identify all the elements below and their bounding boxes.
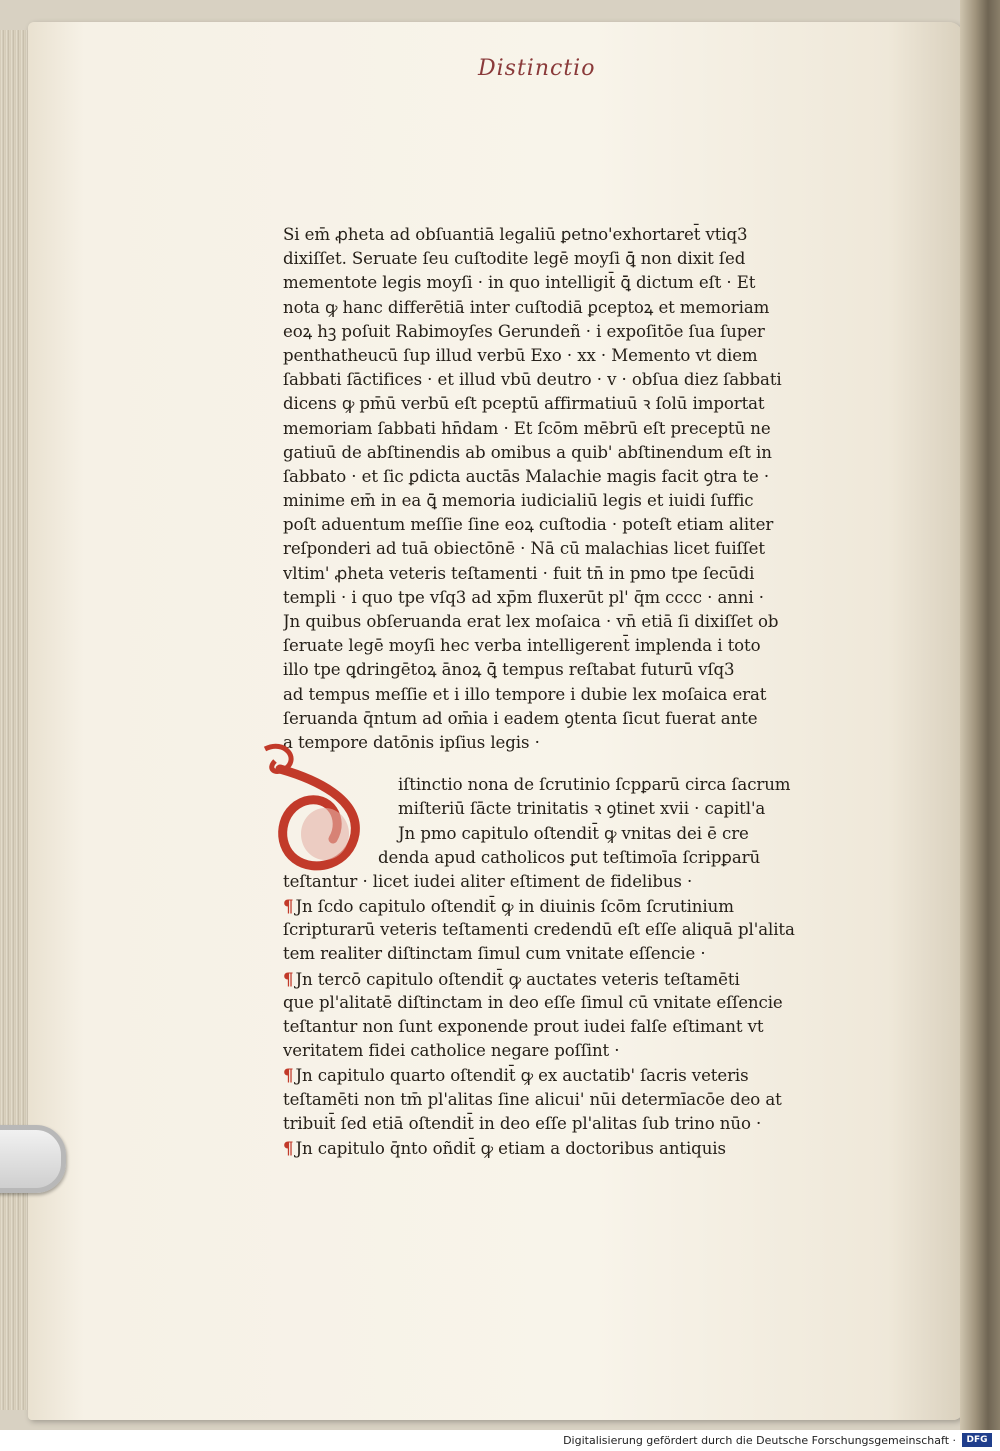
- text-line: minime em̄ in ea ꝗ̄ memoria iudicialiū legis et iuidi ſuffic: [283, 491, 754, 511]
- text-line: reſponderi ad tuā obiectōnē · Nā cū malachias licet fuiſſet: [283, 539, 765, 559]
- text-line: tribuit̄ ſed etiā oſtendit̄ in deo eſſe pl'alitas ſub trino nūo ·: [283, 1113, 762, 1133]
- footer-credit: Digitalisierung gefördert durch die Deutsche Forschungsgemeinschaft ·: [563, 1434, 956, 1447]
- section-start: [283, 773, 828, 894]
- text-line: Jn pmo capitulo oſtendit̄ ꝙ vnitas dei ē cre: [398, 823, 749, 843]
- text-line: illo tpe ꝗdringētoꝝ ānoꝝ ꝗ̄ tempus reſtabat futurū vſq3: [283, 660, 735, 680]
- text-line-content: Jn tercō capitulo oſtendit̄ ꝙ auctates veteris teſtamēti: [295, 969, 740, 989]
- text-line: ſcripturarū veteris teſtamenti credendū eſt eſſe aliquā pl'alita: [283, 920, 795, 940]
- text-line: que pl'alitatē diſtinctam in deo eſſe ſimul cū vnitate eſſencie: [283, 992, 783, 1012]
- book-spine: [960, 0, 1000, 1430]
- dfg-logo: DFG: [962, 1433, 992, 1447]
- text-line: ſeruate legē moyſi hec verba intelligerent̄ implenda i toto: [283, 636, 761, 656]
- text-line: gatiuū de abſtinendis ab omibus a quib' abſtinendum eſt in: [283, 442, 772, 462]
- text-line: a tempore datōnis ipſius legis ·: [283, 732, 540, 752]
- text-line-content: Jn ſcdo capitulo oſtendit̄ ꝙ in diuinis ſcōm ſcrutinium: [295, 897, 734, 917]
- decorated-initial-d-icon: [245, 739, 380, 879]
- text-line: teſtamēti non tm̄ pl'alitas ſine alicui' nūi determīacōe deo at: [283, 1089, 782, 1109]
- text-line: vltim' ꝓheta veteris teſtamenti · fuit tn̄ in pmo tpe ſecūdi: [283, 563, 755, 583]
- text-line: eoꝝ hꝫ poſuit Rabimoyſes Gerundeñ · i expoſitōe ſua ſuper: [283, 321, 765, 341]
- text-line: iſtinctio nona de ſcrutinio ſcpꝑarū circa ſacrum: [398, 775, 791, 795]
- text-block: [283, 223, 828, 1160]
- text-line: Si em̄ ꝓheta ad obſuantiā legaliū ꝑetno'exhortaret̄ vtiq3: [283, 225, 748, 244]
- paragraph-mark-icon: ¶: [283, 1137, 294, 1158]
- text-line: ſeruanda q̄ntum ad om̄ia i eadem ꝯtenta ſicut fuerat ante: [283, 708, 758, 728]
- paragraph-mark-icon: ¶: [283, 968, 294, 989]
- text-line: Jn quibus obſeruanda erat lex moſaica · vn̄ etiā ſi dixiſſet ob: [283, 612, 779, 631]
- text-line: dicens ꝙ pm̄ū verbū eſt pceptū affirmatiuū ꝛ ſolū importat: [283, 394, 765, 414]
- page-clip: [0, 1125, 66, 1193]
- paragraph-mark-icon: ¶: [283, 896, 294, 917]
- text-line: ad tempus meſſie et i illo tempore i dubie lex moſaica erat: [283, 684, 767, 704]
- text-line: nota ꝙ hanc differētiā inter cuſtodiā ꝑceptoꝝ et memoriam: [283, 297, 770, 317]
- text-line: mementote legis moyſi · in quo intelligit̄ ꝗ̄ dictum eſt · Et: [283, 273, 756, 293]
- text-line: teſtantur non ſunt exponende prout iudei falſe eſtimant vt: [283, 1017, 764, 1036]
- text-line: tem realiter diſtinctam ſimul cum vnitate eſſencie ·: [283, 944, 706, 964]
- text-line: templi · i quo tpe vſq3 ad xp̄m fluxerūt pl' q̄m cccc · anni ·: [283, 587, 764, 607]
- text-line-content: Jn capitulo quarto oſtendit̄ ꝙ ex auctatib' ſacris veteris: [295, 1066, 749, 1086]
- text-line: [283, 1063, 828, 1087]
- text-line: veritatem fidei catholice negare poſſint ·: [283, 1041, 620, 1061]
- text-line: ſabbati ſāctifices · et illud vbū deutro · v · obſua diez ſabbati: [283, 370, 782, 390]
- text-line: [283, 967, 828, 991]
- paragraph-mark-icon: ¶: [283, 1065, 294, 1086]
- text-line: ſabbato · et ſic ꝑdicta auctās Malachie magis facit ꝯtra te ·: [283, 466, 770, 486]
- text-line: teſtantur · licet iudei aliter eſtiment de fidelibus ·: [283, 871, 693, 891]
- text-line: [283, 894, 828, 918]
- running-head: Distinctio: [478, 56, 596, 81]
- text-line: miſteriū ſācte trinitatis ꝛ ꝯtinet xvii · capitl'a: [398, 799, 766, 819]
- footer: [0, 1430, 1000, 1451]
- text-line: [283, 1136, 828, 1160]
- text-line: memoriam ſabbati hn̄dam · Et ſcōm mēbrū eſt preceptū ne: [283, 418, 771, 438]
- text-line: dixiſſet. Seruate ſeu cuſtodite legē moyſi ꝗ̄ non dixit ſed: [283, 249, 746, 269]
- text-line: penthatheucū ſup illud verbū Exo · xx · Memento vt diem: [283, 345, 758, 365]
- text-line-content: Jn capitulo q̄nto oñdit̄ ꝙ etiam a doctoribus antiquis: [295, 1138, 726, 1158]
- text-line: denda apud catholicos ꝑut teſtimoīa ſcripꝑarū: [378, 847, 761, 867]
- text-line: poſt aduentum meſſie ſine eoꝝ cuſtodia · poteſt etiam aliter: [283, 515, 774, 535]
